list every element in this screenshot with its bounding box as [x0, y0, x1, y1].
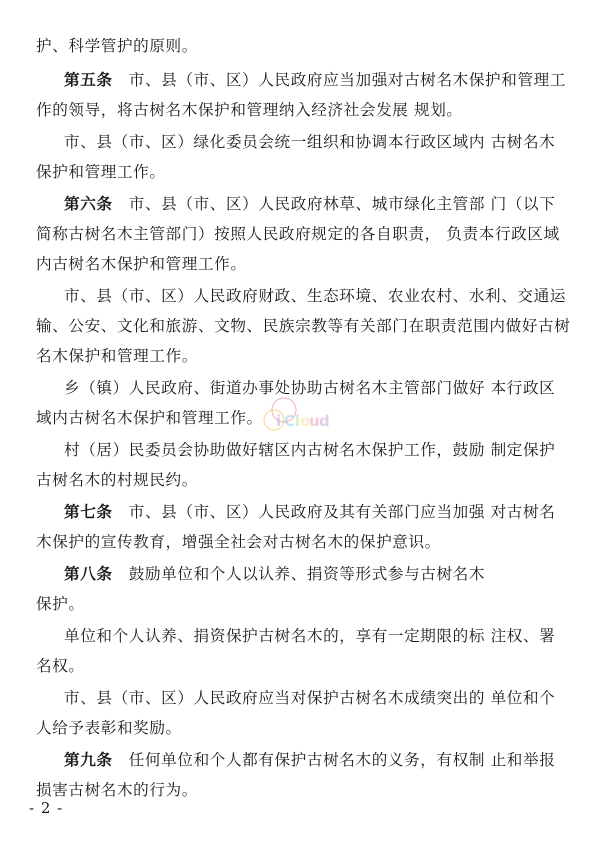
- text-line: 乡（镇）人民政府、街道办事处协助古树名木主管部门做好 本行政区: [64, 379, 556, 397]
- text-line: 市、县（市、区）人民政府财政、生态环境、农业农村、水利、交通运: [64, 287, 567, 305]
- article-number: 第六条: [64, 195, 113, 213]
- text-line: 村（居）民委员会协助做好辖区内古树名木保护工作，鼓励 制定保护: [64, 441, 556, 459]
- text-line: 市、县（市、区）绿化委员会统一组织和协调本行政区域内 古树名木: [64, 133, 556, 151]
- text-line: 人给予表彰和奖励。: [36, 719, 182, 737]
- svg-text:d: d: [319, 412, 330, 430]
- text-line: 简称古树名木主管部门）按照人民政府规定的各自职责， 负责本行政区域: [36, 225, 560, 243]
- svg-text:u: u: [309, 412, 320, 430]
- text-line: 内古树名木保护和管理工作。: [36, 255, 247, 273]
- article-number: 第八条: [64, 565, 113, 583]
- text-line: 名木保护和管理工作。: [36, 347, 198, 365]
- text-line: 作的领导，将古树名木保护和管理纳入经济社会发展 规划。: [36, 101, 463, 119]
- text-line: 输、公安、文化和旅游、文物、民族宗教等有关部门在职责范围内做好古树: [36, 317, 571, 335]
- page-number: - 2 -: [29, 799, 64, 817]
- cloud-watermark-logo: [262, 390, 338, 438]
- text-line: 保护。: [36, 595, 85, 613]
- text-line: 域内古树名木保护和管理工作。: [36, 409, 263, 427]
- article-number: 第七条: [64, 503, 113, 521]
- svg-text:o: o: [300, 412, 311, 430]
- article-number: 第九条: [64, 751, 113, 769]
- svg-text:C: C: [284, 412, 296, 430]
- svg-text:i: i: [276, 412, 282, 430]
- text-line: 市、县（市、区）人民政府应当对保护古树名木成绩突出的 单位和个: [64, 689, 556, 707]
- article-heading-line: 第五条 市、县（市、区）人民政府应当加强对古树名木保护和管理工: [64, 71, 567, 89]
- text-line: 古树名木的村规民约。: [36, 471, 198, 489]
- text-line: 护、科学管护的原则。: [36, 37, 198, 55]
- svg-text:l: l: [295, 412, 301, 430]
- text-line: 损害古树名木的行为。: [36, 781, 198, 799]
- article-heading-line: 第六条 市、县（市、区）人民政府林草、城市绿化主管部 门（以下: [64, 195, 556, 213]
- article-heading-line: 第八条 鼓励单位和个人以认养、捐资等形式参与古树名木: [64, 565, 486, 583]
- article-heading-line: 第九条 任何单位和个人都有保护古树名木的义务，有权制 止和举报: [64, 751, 556, 769]
- article-heading-line: 第七条 市、县（市、区）人民政府及其有关部门应当加强 对古树名: [64, 503, 556, 521]
- text-line: 单位和个人认养、捐资保护古树名木的，享有一定期限的标 注权、署: [64, 627, 556, 645]
- article-number: 第五条: [64, 71, 113, 89]
- text-line: 名权。: [36, 657, 85, 675]
- text-line: 保护和管理工作。: [36, 163, 166, 181]
- text-line: 木保护的宣传教育，增强全社会对古树名木的保护意识。: [36, 533, 441, 551]
